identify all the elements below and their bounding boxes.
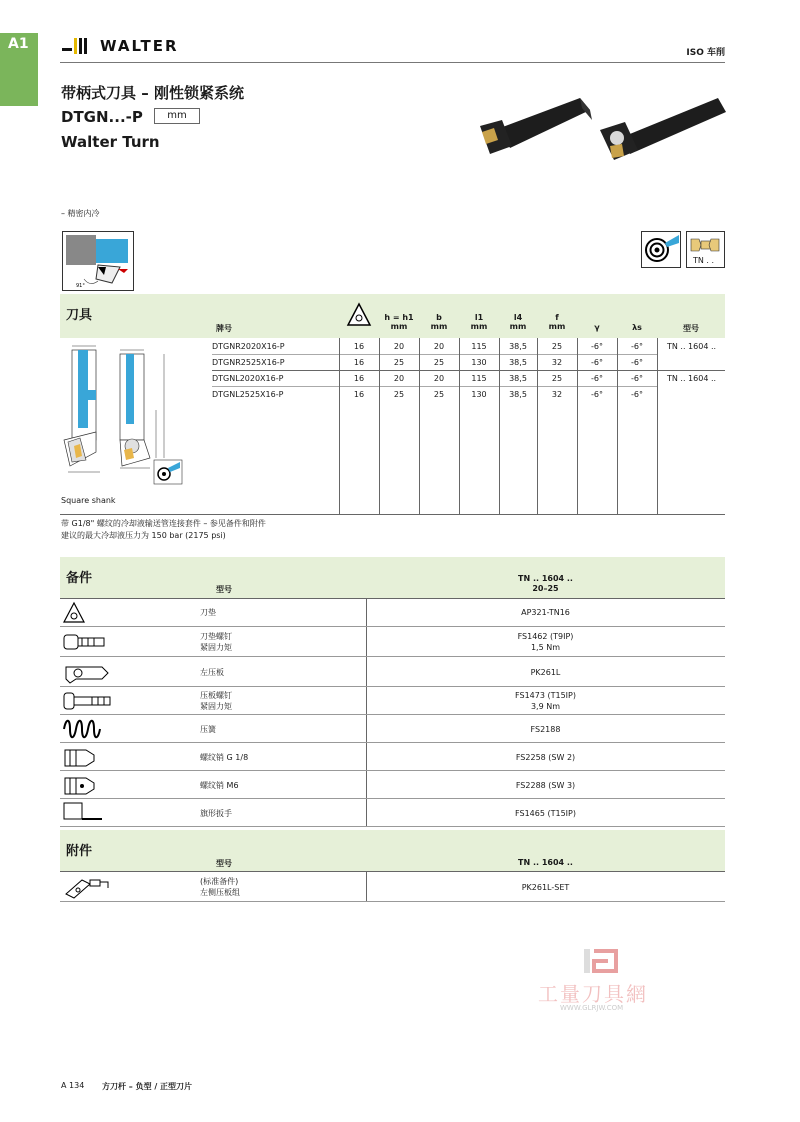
part-code: FS2188 — [530, 725, 561, 734]
part-name: 压簧 — [200, 725, 216, 734]
walter-mark-icon — [62, 36, 96, 56]
product-photo — [470, 88, 730, 173]
list-item — [60, 715, 725, 743]
col-b — [419, 313, 459, 331]
accessories-col-head: TN .. 1604 .. — [518, 858, 573, 867]
row-ic: 16 — [353, 373, 365, 383]
col-l4-unit: mm — [509, 322, 527, 331]
list-item — [60, 657, 725, 687]
model-title: DTGN...-P — [61, 108, 143, 126]
part-name-2: 左侧压板组 — [200, 888, 240, 897]
table-row — [212, 386, 725, 402]
row-type: TN .. 1604 .. — [667, 373, 717, 383]
part-code: PK261L — [530, 668, 561, 677]
accessories-title: 附件 — [66, 844, 93, 859]
brand-logo — [62, 36, 179, 56]
list-item — [60, 872, 725, 902]
tools-title: 刀具 — [66, 308, 93, 323]
row-h: 25 — [393, 357, 405, 367]
row-code: DTGNR2020X16-P — [212, 341, 285, 351]
row-code: DTGNL2525X16-P — [212, 389, 284, 399]
row-type — [657, 354, 725, 370]
col-divider — [537, 338, 538, 514]
row-lambda: -6° — [631, 341, 643, 351]
col-f-label: f — [555, 313, 559, 322]
row-b: 20 — [433, 341, 445, 351]
col-b-label: b — [436, 313, 442, 322]
threaded-pin-icon — [62, 747, 102, 769]
row-ic: 16 — [353, 341, 365, 351]
row-divider — [212, 354, 657, 355]
col-h-label: h = h1 — [384, 313, 414, 322]
col-divider — [459, 338, 460, 514]
part-code: FS2288 (SW 3) — [515, 781, 576, 790]
part-code: AP321-TN16 — [521, 608, 570, 617]
row-l1: 115 — [471, 341, 487, 351]
product-line: Walter Turn — [61, 133, 160, 151]
insert-label: TN . . — [693, 256, 715, 265]
row-b: 25 — [433, 389, 445, 399]
watermark-text: 工量刀具網 — [538, 982, 648, 1006]
clamp-set-icon — [62, 874, 112, 900]
part-name: 螺纹销 M6 — [200, 781, 239, 790]
part-name: (标准备件) — [200, 877, 239, 886]
col-divider — [379, 338, 380, 514]
angle-label: 91° — [76, 283, 85, 289]
watermark-url: WWW.GLRJW.COM — [560, 1004, 624, 1012]
row-h: 20 — [393, 341, 405, 351]
part-code: FS1473 (T15IP) — [515, 691, 576, 700]
list-item — [60, 599, 725, 627]
row-divider — [212, 370, 725, 371]
row-l4: 38,5 — [509, 341, 527, 351]
insert-type-icon — [686, 231, 725, 268]
col-l4-label: l4 — [513, 313, 523, 322]
row-code: DTGNL2020X16-P — [212, 373, 284, 383]
part-torque: 1,5 Nm — [530, 643, 561, 652]
accessories-header — [60, 830, 725, 871]
col-brand: 牌号 — [216, 324, 232, 333]
page-number: A 134 — [61, 1081, 85, 1090]
part-name: 螺纹销 G 1/8 — [200, 753, 249, 762]
table-bottom-line — [60, 514, 725, 515]
pressure-note: 建议的最大冷却液压力为 150 bar (2175 psi) — [61, 531, 226, 540]
part-name: 刀垫 — [200, 608, 216, 617]
part-name-2: 紧固力矩 — [200, 643, 232, 652]
col-divider — [499, 338, 500, 514]
row-l4: 38,5 — [509, 373, 527, 383]
coolant-note: – 精密内冷 — [61, 209, 100, 218]
row-l4: 38,5 — [509, 357, 527, 367]
part-code: FS1462 (T9IP) — [517, 632, 574, 641]
part-torque: 3,9 Nm — [530, 702, 561, 711]
accessories-col-type: 型号 — [216, 859, 232, 868]
row-lambda: -6° — [631, 357, 643, 367]
col-f — [537, 313, 577, 331]
part-code: FS1465 (T15IP) — [515, 809, 576, 818]
clamp-screw-icon — [62, 690, 114, 712]
part-code: FS2258 (SW 2) — [515, 753, 576, 762]
row-l1: 115 — [471, 373, 487, 383]
spares-col-type: 型号 — [216, 585, 232, 594]
list-item — [60, 771, 725, 799]
part-code: PK261L-SET — [521, 883, 570, 892]
row-gamma: -6° — [591, 341, 603, 351]
col-type: 型号 — [683, 324, 699, 333]
col-lambda: λs — [632, 323, 642, 332]
spares-col-head2: 20–25 — [532, 584, 559, 593]
row-l1: 130 — [471, 357, 487, 367]
list-item — [60, 627, 725, 657]
part-name: 刀垫螺钉 — [200, 632, 232, 641]
spares-header — [60, 557, 725, 598]
row-f: 25 — [551, 373, 563, 383]
col-h-unit: mm — [390, 322, 408, 331]
part-name-2: 紧固力矩 — [200, 702, 232, 711]
row-gamma: -6° — [591, 389, 603, 399]
col-l1 — [459, 313, 499, 331]
col-f-unit: mm — [548, 322, 566, 331]
shim-icon — [62, 601, 86, 625]
row-b: 20 — [433, 373, 445, 383]
list-item — [60, 687, 725, 715]
triangle-insert-icon — [346, 302, 372, 328]
row-type — [657, 386, 725, 402]
col-divider — [419, 338, 420, 514]
col-l1-label: l1 — [474, 313, 484, 322]
part-name: 旗形扳手 — [200, 809, 232, 818]
table-row — [212, 354, 725, 370]
spring-icon — [62, 718, 102, 740]
row-l4: 38,5 — [509, 389, 527, 399]
threaded-pin-m6-icon — [62, 775, 102, 797]
row-h: 25 — [393, 389, 405, 399]
col-b-unit: mm — [430, 322, 448, 331]
row-divider — [212, 386, 657, 387]
header-divider — [60, 62, 725, 63]
table-row — [212, 370, 725, 386]
brand-name: WALTER — [100, 37, 179, 55]
tab-label: A1 — [8, 36, 29, 52]
list-item — [60, 743, 725, 771]
spares-col-head1: TN .. 1604 .. — [518, 574, 573, 583]
watermark-logo-icon — [582, 947, 622, 977]
shank-label: Square shank — [61, 496, 116, 505]
row-f: 32 — [551, 357, 563, 367]
clamp-icon — [62, 661, 112, 685]
shim-screw-icon — [62, 631, 112, 653]
row-gamma: -6° — [591, 357, 603, 367]
footer-title: 方刀杆 – 负型 / 正型刀片 — [102, 1082, 193, 1091]
coolant-target-icon — [641, 231, 681, 268]
row-code: DTGNR2525X16-P — [212, 357, 285, 367]
page-title: 带柄式刀具 – 刚性锁紧系统 — [61, 84, 244, 102]
col-divider — [657, 338, 658, 514]
tool-dimension-drawing — [60, 340, 188, 490]
header-category: ISO 车削 — [686, 48, 725, 58]
row-ic: 16 — [353, 357, 365, 367]
col-l4 — [499, 313, 537, 331]
col-l1-unit: mm — [470, 322, 488, 331]
row-ic: 16 — [353, 389, 365, 399]
row-lambda: -6° — [631, 373, 643, 383]
row-h: 20 — [393, 373, 405, 383]
part-name: 压板螺钉 — [200, 691, 232, 700]
col-divider — [617, 338, 618, 514]
coolant-kit-note: 带 G1/8" 螺纹的冷却液输送管连接套件 – 参见备件和附件 — [61, 519, 266, 528]
unit-badge: mm — [154, 108, 200, 124]
col-divider — [577, 338, 578, 514]
section-tab — [0, 33, 38, 106]
row-type: TN .. 1604 .. — [667, 341, 717, 351]
col-gamma: γ — [594, 323, 600, 332]
insert-shape-icon — [687, 235, 724, 255]
row-f: 25 — [551, 341, 563, 351]
row-f: 32 — [551, 389, 563, 399]
table-row — [212, 338, 725, 354]
row-gamma: -6° — [591, 373, 603, 383]
col-h — [379, 313, 419, 331]
row-lambda: -6° — [631, 389, 643, 399]
row-l1: 130 — [471, 389, 487, 399]
part-name: 左压板 — [200, 668, 224, 677]
list-item — [60, 799, 725, 827]
machining-diagram-icon — [62, 231, 134, 291]
col-divider — [339, 338, 340, 514]
flag-wrench-icon — [62, 801, 106, 825]
spares-title: 备件 — [66, 571, 93, 586]
row-b: 25 — [433, 357, 445, 367]
